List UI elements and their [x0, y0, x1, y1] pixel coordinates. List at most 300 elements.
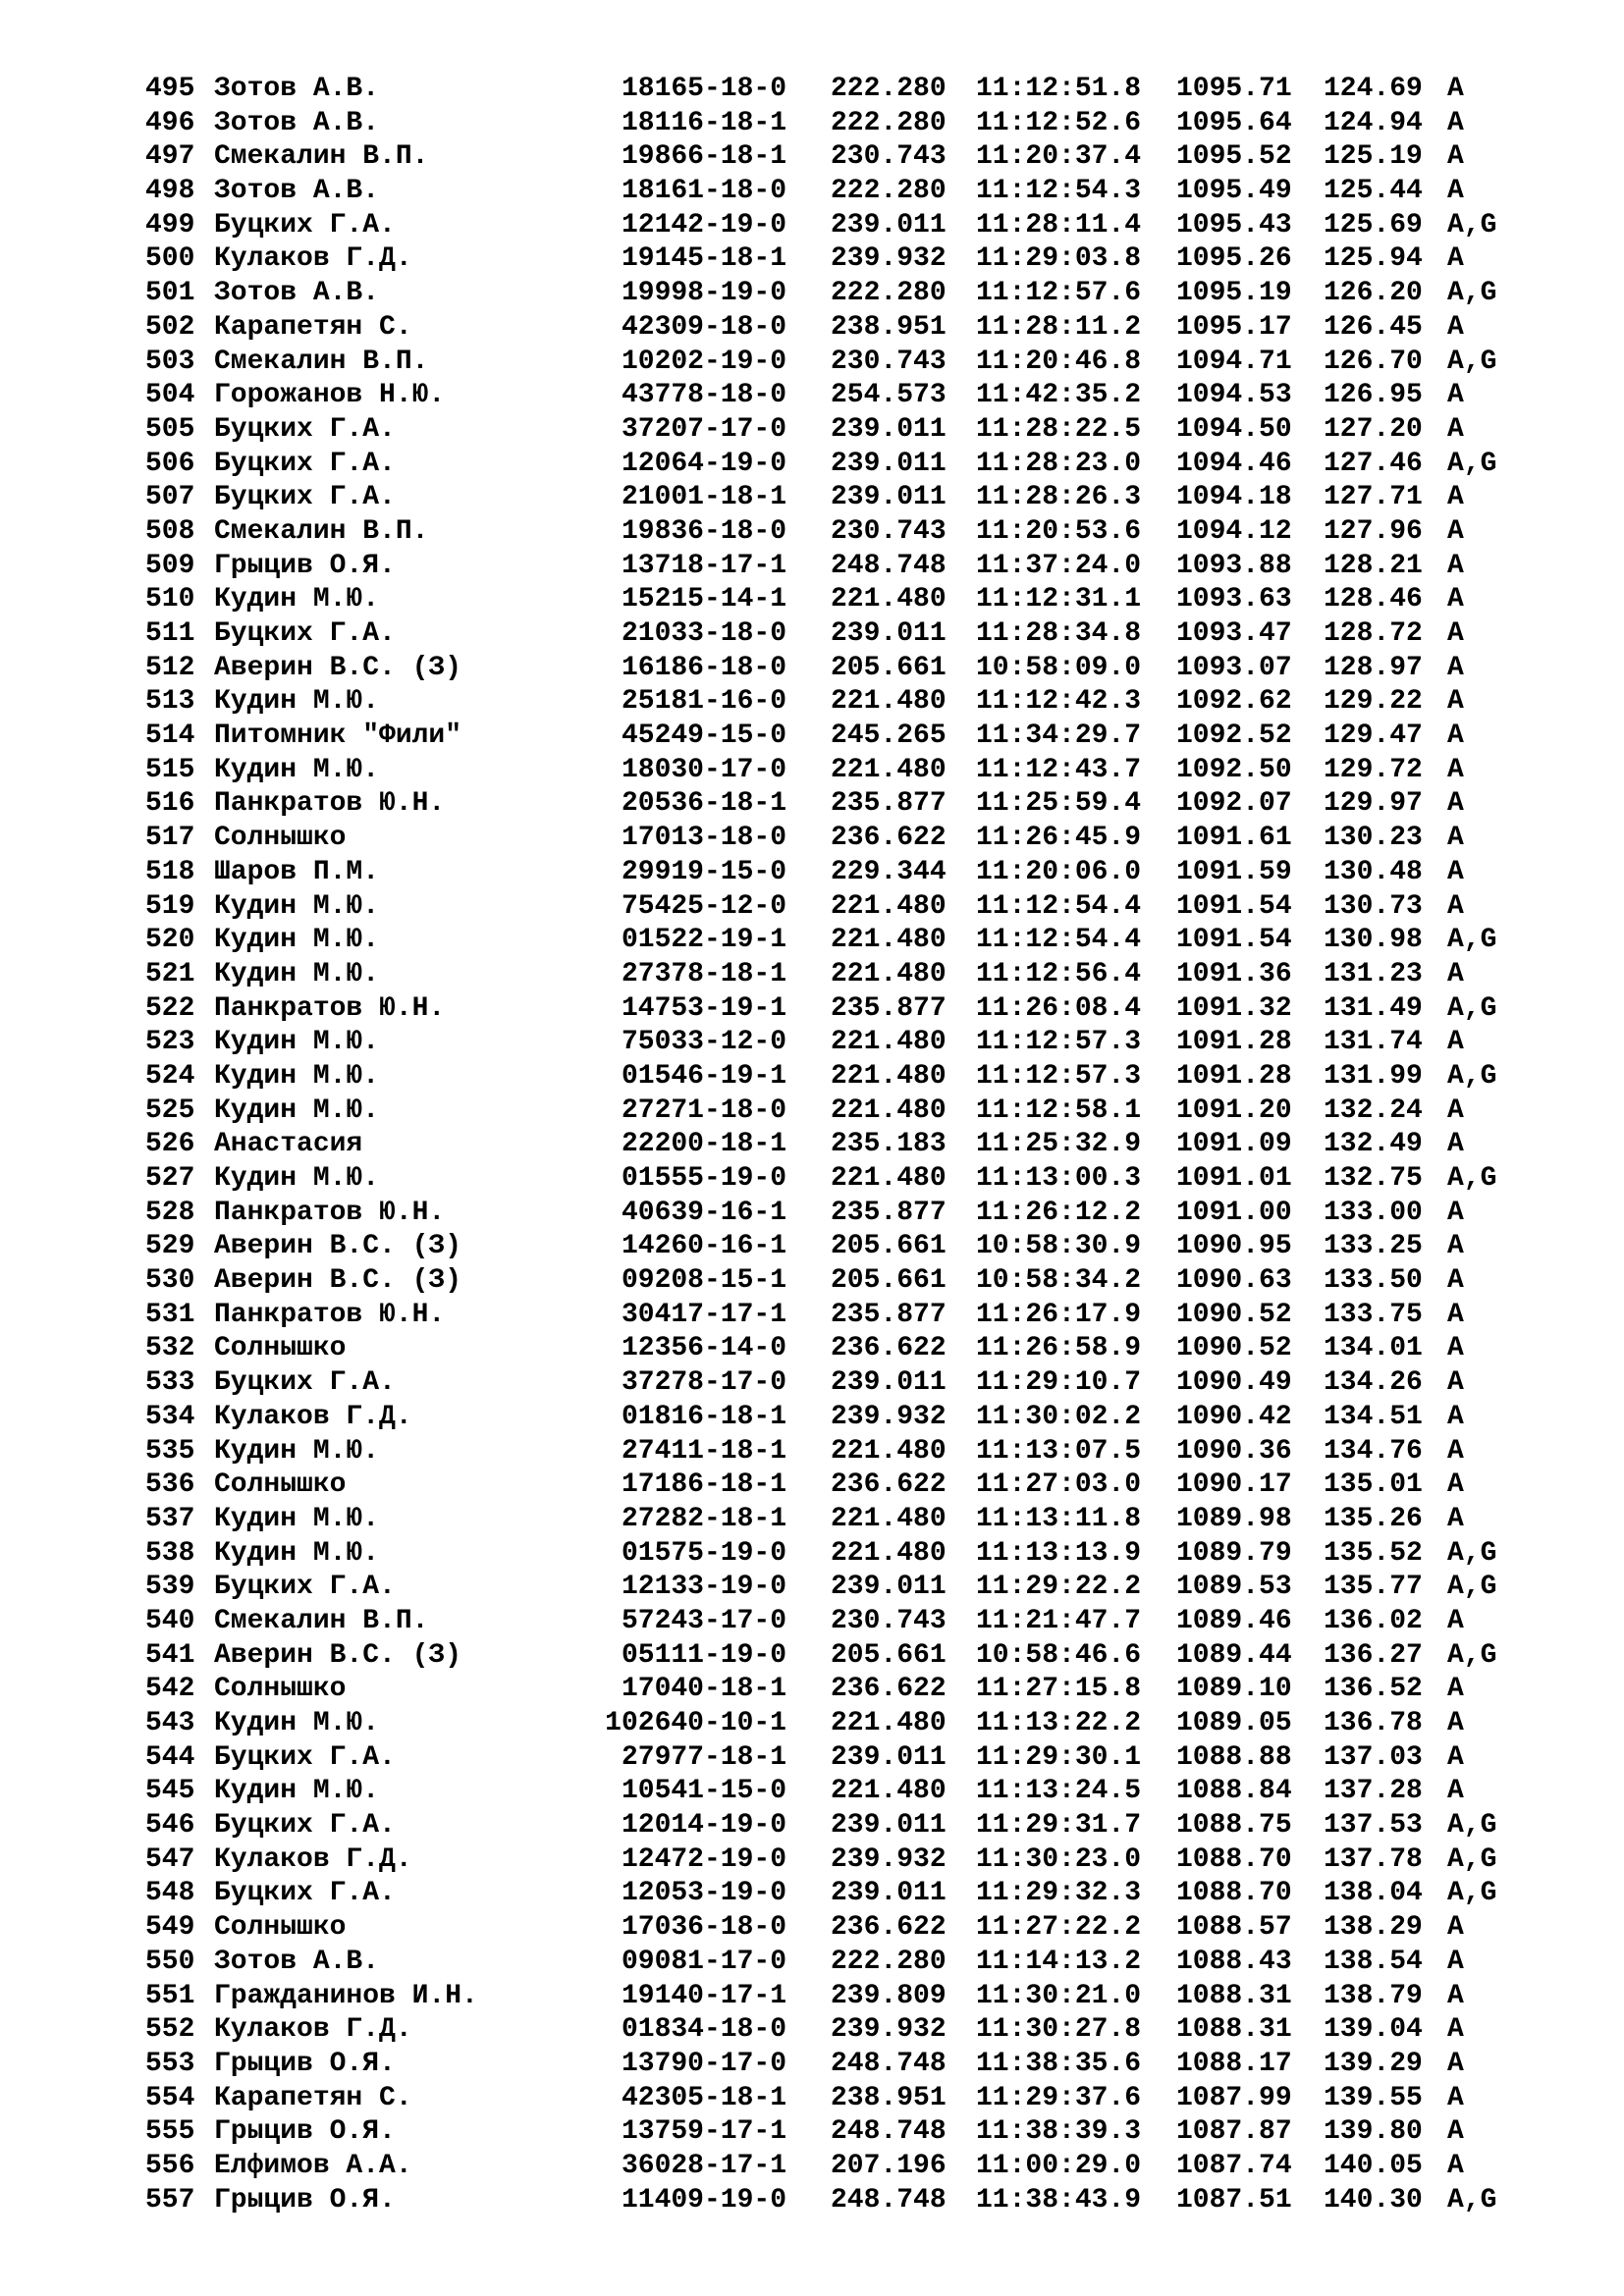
speed-value: 1094.12	[1176, 515, 1292, 547]
mark-flags: A	[1447, 686, 1464, 718]
speed-value: 1094.53	[1176, 380, 1292, 411]
arrival-time: 10:58:34.2	[976, 1265, 1142, 1297]
owner-name: Грыцив О.Я.	[214, 2048, 396, 2079]
place-number: 507	[145, 482, 195, 513]
speed-value: 1090.52	[1176, 1333, 1292, 1364]
mark-flags: A,G	[1447, 992, 1497, 1024]
mark-flags: A,G	[1447, 2184, 1497, 2216]
distance-km: 239.011	[831, 1741, 947, 1773]
mark-flags: A	[1447, 1231, 1464, 1262]
coefficient-value: 126.20	[1324, 278, 1423, 309]
distance-km: 221.480	[831, 1435, 947, 1467]
owner-name: Аверин В.С. (З)	[214, 1265, 462, 1297]
mark-flags: A,G	[1447, 1163, 1497, 1194]
mark-flags: A	[1447, 1469, 1464, 1501]
distance-km: 238.951	[831, 2082, 947, 2113]
speed-value: 1094.46	[1176, 448, 1292, 479]
ring-number: 75033-12-0	[621, 1027, 786, 1058]
place-number: 526	[145, 1129, 195, 1160]
place-number: 505	[145, 413, 195, 445]
arrival-time: 10:58:46.6	[976, 1639, 1142, 1671]
speed-value: 1094.50	[1176, 413, 1292, 445]
coefficient-value: 127.20	[1324, 413, 1423, 445]
ring-number: 12356-14-0	[621, 1333, 786, 1364]
place-number: 527	[145, 1163, 195, 1194]
owner-name: Панкратов Ю.Н.	[214, 788, 446, 820]
result-row	[145, 1877, 1579, 1911]
speed-value: 1089.46	[1176, 1605, 1292, 1636]
ring-number: 09081-17-0	[621, 1946, 786, 1977]
ring-number: 01575-19-0	[621, 1537, 786, 1569]
result-row	[145, 1366, 1579, 1401]
speed-value: 1091.54	[1176, 925, 1292, 956]
ring-number: 27378-18-1	[621, 958, 786, 989]
ring-number: 21001-18-1	[621, 482, 786, 513]
arrival-time: 11:20:46.8	[976, 346, 1142, 377]
result-row	[145, 720, 1579, 754]
ring-number: 19145-18-1	[621, 243, 786, 275]
arrival-time: 10:58:30.9	[976, 1231, 1142, 1262]
owner-name: Зотов А.В.	[214, 1946, 380, 1977]
arrival-time: 11:12:42.3	[976, 686, 1142, 718]
place-number: 552	[145, 2014, 195, 2046]
arrival-time: 11:28:11.4	[976, 209, 1142, 240]
result-row	[145, 1401, 1579, 1435]
mark-flags: A,G	[1447, 278, 1497, 309]
mark-flags: A	[1447, 2014, 1464, 2046]
place-number: 495	[145, 74, 195, 104]
coefficient-value: 127.71	[1324, 482, 1423, 513]
mark-flags: A	[1447, 2082, 1464, 2113]
ring-number: 17040-18-1	[621, 1674, 786, 1705]
ring-number: 11409-19-0	[621, 2184, 786, 2216]
ring-number: 12064-19-0	[621, 448, 786, 479]
arrival-time: 11:14:13.2	[976, 1946, 1142, 1977]
mark-flags: A,G	[1447, 1878, 1497, 1909]
coefficient-value: 126.95	[1324, 380, 1423, 411]
arrival-time: 11:42:35.2	[976, 380, 1142, 411]
place-number: 556	[145, 2150, 195, 2181]
ring-number: 15215-14-1	[621, 584, 786, 615]
speed-value: 1095.19	[1176, 278, 1292, 309]
place-number: 534	[145, 1401, 195, 1432]
place-number: 516	[145, 788, 195, 820]
arrival-time: 11:25:59.4	[976, 788, 1142, 820]
coefficient-value: 134.51	[1324, 1401, 1423, 1432]
coefficient-value: 139.55	[1324, 2082, 1423, 2113]
owner-name: Питомник "Фили"	[214, 721, 462, 752]
coefficient-value: 131.23	[1324, 958, 1423, 989]
ring-number: 75425-12-0	[621, 890, 786, 922]
ring-number: 05111-19-0	[621, 1639, 786, 1671]
owner-name: Солнышко	[214, 1333, 347, 1364]
ring-number: 102640-10-1	[605, 1708, 786, 1738]
owner-name: Кудин М.Ю.	[214, 890, 380, 922]
distance-km: 222.280	[831, 176, 947, 207]
speed-value: 1091.32	[1176, 992, 1292, 1024]
coefficient-value: 137.53	[1324, 1810, 1423, 1842]
owner-name: Кудин М.Ю.	[214, 584, 380, 615]
result-row	[145, 2115, 1579, 2150]
owner-name: Аверин В.С. (З)	[214, 652, 462, 683]
mark-flags: A,G	[1447, 1810, 1497, 1842]
mark-flags: A	[1447, 550, 1464, 581]
result-row	[145, 754, 1579, 788]
arrival-time: 11:12:52.6	[976, 107, 1142, 138]
coefficient-value: 126.70	[1324, 346, 1423, 377]
coefficient-value: 131.49	[1324, 992, 1423, 1024]
distance-km: 239.932	[831, 243, 947, 275]
speed-value: 1090.17	[1176, 1469, 1292, 1501]
mark-flags: A	[1447, 1741, 1464, 1773]
result-row	[145, 822, 1579, 856]
arrival-time: 11:21:47.7	[976, 1605, 1142, 1636]
place-number: 513	[145, 686, 195, 718]
mark-flags: A	[1447, 1265, 1464, 1297]
place-number: 519	[145, 890, 195, 922]
arrival-time: 11:13:13.9	[976, 1537, 1142, 1569]
mark-flags: A	[1447, 1946, 1464, 1977]
arrival-time: 10:58:09.0	[976, 652, 1142, 683]
distance-km: 205.661	[831, 1639, 947, 1671]
result-row	[145, 1980, 1579, 2014]
ring-number: 19836-18-0	[621, 515, 786, 547]
ring-number: 17186-18-1	[621, 1469, 786, 1501]
speed-value: 1095.52	[1176, 141, 1292, 173]
result-row	[145, 277, 1579, 311]
speed-value: 1092.50	[1176, 754, 1292, 785]
speed-value: 1095.43	[1176, 209, 1292, 240]
arrival-time: 11:34:29.7	[976, 721, 1142, 752]
coefficient-value: 129.72	[1324, 754, 1423, 785]
arrival-time: 11:29:30.1	[976, 1741, 1142, 1773]
coefficient-value: 135.52	[1324, 1537, 1423, 1569]
owner-name: Смекалин В.П.	[214, 515, 429, 547]
result-row	[145, 1843, 1579, 1878]
result-row	[145, 1026, 1579, 1060]
distance-km: 238.951	[831, 311, 947, 343]
mark-flags: A	[1447, 107, 1464, 138]
arrival-time: 11:00:29.0	[976, 2150, 1142, 2181]
mark-flags: A	[1447, 1129, 1464, 1160]
coefficient-value: 137.78	[1324, 1843, 1423, 1875]
arrival-time: 11:12:54.4	[976, 925, 1142, 956]
ring-number: 12053-19-0	[621, 1878, 786, 1909]
speed-value: 1089.79	[1176, 1537, 1292, 1569]
coefficient-value: 129.22	[1324, 686, 1423, 718]
ring-number: 19998-19-0	[621, 278, 786, 309]
speed-value: 1089.10	[1176, 1674, 1292, 1705]
owner-name: Зотов А.В.	[214, 278, 380, 309]
owner-name: Кудин М.Ю.	[214, 686, 380, 718]
ring-number: 29919-15-0	[621, 856, 786, 887]
ring-number: 12014-19-0	[621, 1810, 786, 1842]
place-number: 554	[145, 2082, 195, 2113]
distance-km: 248.748	[831, 2184, 947, 2216]
speed-value: 1093.47	[1176, 618, 1292, 649]
ring-number: 09208-15-1	[621, 1265, 786, 1297]
speed-value: 1091.61	[1176, 823, 1292, 854]
result-row	[145, 1809, 1579, 1843]
mark-flags: A	[1447, 1401, 1464, 1432]
coefficient-value: 132.24	[1324, 1095, 1423, 1126]
coefficient-value: 138.54	[1324, 1946, 1423, 1977]
owner-name: Гражданинов И.Н.	[214, 1980, 478, 2011]
coefficient-value: 134.76	[1324, 1435, 1423, 1467]
distance-km: 239.011	[831, 618, 947, 649]
owner-name: Горожанов Н.Ю.	[214, 380, 446, 411]
distance-km: 235.877	[831, 992, 947, 1024]
speed-value: 1092.52	[1176, 721, 1292, 752]
arrival-time: 11:26:17.9	[976, 1299, 1142, 1330]
coefficient-value: 132.49	[1324, 1129, 1423, 1160]
owner-name: Кудин М.Ю.	[214, 1776, 380, 1807]
ring-number: 18030-17-0	[621, 754, 786, 785]
result-row	[145, 448, 1579, 482]
place-number: 550	[145, 1946, 195, 1977]
speed-value: 1095.71	[1176, 74, 1292, 104]
distance-km: 235.183	[831, 1129, 947, 1160]
speed-value: 1094.71	[1176, 346, 1292, 377]
result-row	[145, 107, 1579, 141]
arrival-time: 11:13:22.2	[976, 1708, 1142, 1738]
speed-value: 1089.53	[1176, 1572, 1292, 1603]
mark-flags: A	[1447, 1299, 1464, 1330]
speed-value: 1088.17	[1176, 2048, 1292, 2079]
place-number: 536	[145, 1469, 195, 1501]
place-number: 525	[145, 1095, 195, 1126]
speed-value: 1087.74	[1176, 2150, 1292, 2181]
speed-value: 1093.07	[1176, 652, 1292, 683]
arrival-time: 11:30:27.8	[976, 2014, 1142, 2046]
ring-number: 18116-18-1	[621, 107, 786, 138]
result-row	[145, 583, 1579, 617]
distance-km: 205.661	[831, 1231, 947, 1262]
place-number: 538	[145, 1537, 195, 1569]
arrival-time: 11:20:06.0	[976, 856, 1142, 887]
mark-flags: A	[1447, 413, 1464, 445]
coefficient-value: 128.97	[1324, 652, 1423, 683]
ring-number: 27282-18-1	[621, 1503, 786, 1534]
mark-flags: A	[1447, 482, 1464, 513]
mark-flags: A,G	[1447, 1639, 1497, 1671]
result-row	[145, 1468, 1579, 1503]
distance-km: 222.280	[831, 107, 947, 138]
result-row	[145, 924, 1579, 958]
owner-name: Грыцив О.Я.	[214, 2184, 396, 2216]
owner-name: Кудин М.Ю.	[214, 1060, 380, 1092]
speed-value: 1087.51	[1176, 2184, 1292, 2216]
distance-km: 239.011	[831, 209, 947, 240]
owner-name: Кудин М.Ю.	[214, 1503, 380, 1534]
ring-number: 14260-16-1	[621, 1231, 786, 1262]
distance-km: 205.661	[831, 652, 947, 683]
ring-number: 13718-17-1	[621, 550, 786, 581]
ring-number: 20536-18-1	[621, 788, 786, 820]
speed-value: 1088.70	[1176, 1843, 1292, 1875]
owner-name: Кудин М.Ю.	[214, 1027, 380, 1058]
speed-value: 1090.49	[1176, 1367, 1292, 1399]
place-number: 496	[145, 107, 195, 138]
coefficient-value: 133.50	[1324, 1265, 1423, 1297]
arrival-time: 11:27:15.8	[976, 1674, 1142, 1705]
speed-value: 1088.84	[1176, 1776, 1292, 1807]
distance-km: 221.480	[831, 1163, 947, 1194]
owner-name: Елфимов А.А.	[214, 2150, 412, 2181]
speed-value: 1088.31	[1176, 2014, 1292, 2046]
distance-km: 221.480	[831, 1503, 947, 1534]
result-row	[145, 2048, 1579, 2082]
ring-number: 22200-18-1	[621, 1129, 786, 1160]
owner-name: Кудин М.Ю.	[214, 754, 380, 785]
owner-name: Панкратов Ю.Н.	[214, 992, 446, 1024]
coefficient-value: 131.99	[1324, 1060, 1423, 1092]
ring-number: 27411-18-1	[621, 1435, 786, 1467]
arrival-time: 11:12:57.3	[976, 1060, 1142, 1092]
owner-name: Грыцив О.Я.	[214, 2116, 396, 2148]
mark-flags: A	[1447, 74, 1464, 104]
coefficient-value: 128.72	[1324, 618, 1423, 649]
arrival-time: 11:30:02.2	[976, 1401, 1142, 1432]
place-number: 531	[145, 1299, 195, 1330]
distance-km: 235.877	[831, 1299, 947, 1330]
owner-name: Шаров П.М.	[214, 856, 380, 887]
place-number: 539	[145, 1572, 195, 1603]
mark-flags: A	[1447, 1980, 1464, 2011]
speed-value: 1092.07	[1176, 788, 1292, 820]
result-row	[145, 2150, 1579, 2184]
distance-km: 254.573	[831, 380, 947, 411]
owner-name: Кулаков Г.Д.	[214, 1401, 412, 1432]
owner-name: Кулаков Г.Д.	[214, 243, 412, 275]
mark-flags: A	[1447, 1674, 1464, 1705]
arrival-time: 11:28:26.3	[976, 482, 1142, 513]
ring-number: 43778-18-0	[621, 380, 786, 411]
result-row	[145, 2013, 1579, 2048]
result-row	[145, 685, 1579, 720]
result-row	[145, 617, 1579, 652]
distance-km: 229.344	[831, 856, 947, 887]
mark-flags: A	[1447, 1027, 1464, 1058]
distance-km: 221.480	[831, 1708, 947, 1738]
distance-km: 236.622	[831, 1912, 947, 1944]
speed-value: 1088.43	[1176, 1946, 1292, 1977]
coefficient-value: 135.01	[1324, 1469, 1423, 1501]
distance-km: 236.622	[831, 823, 947, 854]
arrival-time: 11:20:37.4	[976, 141, 1142, 173]
mark-flags: A,G	[1447, 1572, 1497, 1603]
speed-value: 1092.62	[1176, 686, 1292, 718]
results-list	[145, 73, 1579, 2217]
ring-number: 19866-18-1	[621, 141, 786, 173]
coefficient-value: 130.73	[1324, 890, 1423, 922]
ring-number: 40639-16-1	[621, 1197, 786, 1228]
place-number: 508	[145, 515, 195, 547]
coefficient-value: 139.04	[1324, 2014, 1423, 2046]
arrival-time: 11:29:32.3	[976, 1878, 1142, 1909]
result-row	[145, 1503, 1579, 1537]
coefficient-value: 140.30	[1324, 2184, 1423, 2216]
place-number: 548	[145, 1878, 195, 1909]
owner-name: Кулаков Г.Д.	[214, 1843, 412, 1875]
result-row	[145, 1162, 1579, 1197]
arrival-time: 11:12:51.8	[976, 74, 1142, 104]
mark-flags: A	[1447, 141, 1464, 173]
distance-km: 221.480	[831, 925, 947, 956]
distance-km: 230.743	[831, 1605, 947, 1636]
coefficient-value: 136.27	[1324, 1639, 1423, 1671]
owner-name: Зотов А.В.	[214, 176, 380, 207]
distance-km: 222.280	[831, 278, 947, 309]
coefficient-value: 128.21	[1324, 550, 1423, 581]
distance-km: 221.480	[831, 1537, 947, 1569]
speed-value: 1087.99	[1176, 2082, 1292, 2113]
mark-flags: A	[1447, 2116, 1464, 2148]
place-number: 511	[145, 618, 195, 649]
owner-name: Буцких Г.А.	[214, 1572, 396, 1603]
distance-km: 221.480	[831, 754, 947, 785]
ring-number: 45249-15-0	[621, 721, 786, 752]
mark-flags: A,G	[1447, 209, 1497, 240]
arrival-time: 11:30:21.0	[976, 1980, 1142, 2011]
owner-name: Смекалин В.П.	[214, 346, 429, 377]
owner-name: Буцких Г.А.	[214, 1878, 396, 1909]
arrival-time: 11:38:43.9	[976, 2184, 1142, 2216]
coefficient-value: 124.69	[1324, 74, 1423, 104]
ring-number: 37207-17-0	[621, 413, 786, 445]
coefficient-value: 136.02	[1324, 1605, 1423, 1636]
arrival-time: 11:12:56.4	[976, 958, 1142, 989]
ring-number: 10541-15-0	[621, 1776, 786, 1807]
owner-name: Кудин М.Ю.	[214, 958, 380, 989]
result-row	[145, 1571, 1579, 1605]
speed-value: 1090.63	[1176, 1265, 1292, 1297]
coefficient-value: 138.04	[1324, 1878, 1423, 1909]
mark-flags: A	[1447, 1095, 1464, 1126]
result-row	[145, 2184, 1579, 2218]
mark-flags: A	[1447, 1367, 1464, 1399]
distance-km: 239.932	[831, 1843, 947, 1875]
ring-number: 01555-19-0	[621, 1163, 786, 1194]
speed-value: 1091.28	[1176, 1027, 1292, 1058]
mark-flags: A	[1447, 788, 1464, 820]
coefficient-value: 131.74	[1324, 1027, 1423, 1058]
coefficient-value: 138.79	[1324, 1980, 1423, 2011]
ring-number: 30417-17-1	[621, 1299, 786, 1330]
arrival-time: 11:26:58.9	[976, 1333, 1142, 1364]
place-number: 557	[145, 2184, 195, 2216]
result-row	[145, 1673, 1579, 1707]
place-number: 553	[145, 2048, 195, 2079]
arrival-time: 11:29:22.2	[976, 1572, 1142, 1603]
arrival-time: 11:13:24.5	[976, 1776, 1142, 1807]
result-row	[145, 175, 1579, 209]
arrival-time: 11:13:07.5	[976, 1435, 1142, 1467]
result-row	[145, 1128, 1579, 1162]
result-row	[145, 1197, 1579, 1231]
ring-number: 36028-17-1	[621, 2150, 786, 2181]
distance-km: 236.622	[831, 1333, 947, 1364]
ring-number: 42309-18-0	[621, 311, 786, 343]
mark-flags: A	[1447, 754, 1464, 785]
coefficient-value: 139.29	[1324, 2048, 1423, 2079]
arrival-time: 11:27:22.2	[976, 1912, 1142, 1944]
result-row	[145, 958, 1579, 992]
coefficient-value: 127.46	[1324, 448, 1423, 479]
speed-value: 1095.26	[1176, 243, 1292, 275]
coefficient-value: 130.23	[1324, 823, 1423, 854]
place-number: 497	[145, 141, 195, 173]
